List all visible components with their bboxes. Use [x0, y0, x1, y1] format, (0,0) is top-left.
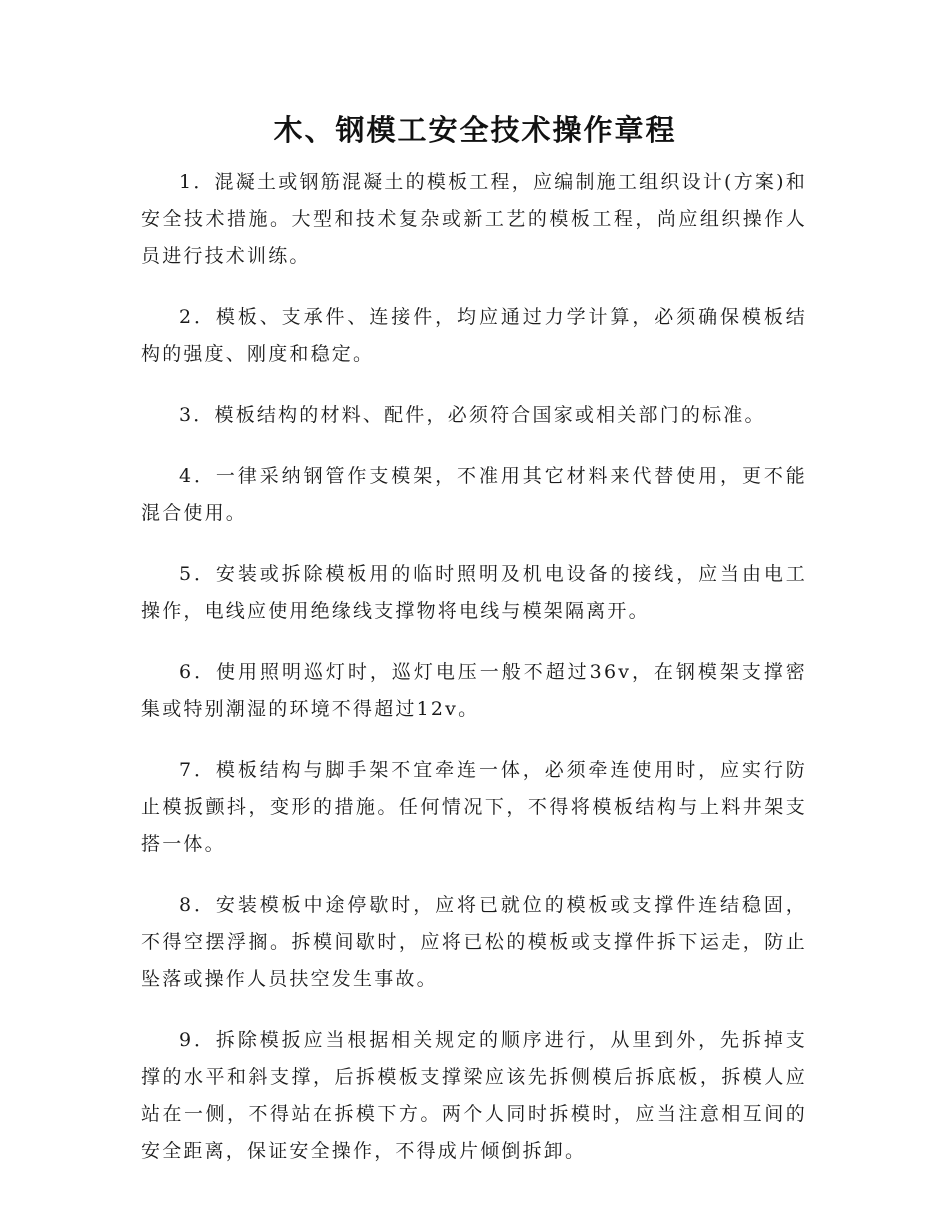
paragraph-6: 6．使用照明巡灯时，巡灯电压一般不超过36v，在钢模架支撑密集或特别潮湿的环境不得超过12v。	[141, 661, 807, 720]
document-body	[141, 164, 807, 1194]
paragraph-4: 4．一律采纳钢管作支模架，不准用其它材料来代替使用，更不能混合使用。	[141, 465, 807, 524]
paragraph-3: 3．模板结构的材料、配件，必须符合国家或相关部门的标准。	[179, 404, 766, 426]
paragraph-1: 1．混凝土或钢筋混凝土的模板工程，应编制施工组织设计(方案)和安全技术措施。大型和技术复杂或新工艺的模板工程，尚应组织操作人员进行技术训练。	[141, 171, 807, 267]
paragraph-8: 8．安装模板中途停歇时，应将已就位的模板或支撑件连结稳固，不得空摆浮搁。拆模间歇时，应将已松的模板或支撑件拆下运走，防止坠落或操作人员扶空发生事故。	[141, 894, 807, 990]
document-title: 木、钢模工安全技术操作章程	[273, 113, 677, 147]
paragraph-2: 2．模板、支承件、连接件，均应通过力学计算，必须确保模板结构的强度、刚度和稳定。	[141, 306, 807, 365]
paragraph-9: 9．拆除模扳应当根据相关规定的顺序进行，从里到外，先拆掉支撑的水平和斜支撑，后拆模板支撑梁应该先拆侧模后拆底板，拆模人应站在一侧，不得站在拆模下方。两个人同时拆模时，应当注意相互间的安全距离，保证安全操作，不得成片倾倒拆卸。	[141, 1029, 807, 1162]
paragraph-5: 5．安装或拆除模板用的临时照明及机电设备的接线，应当由电工操作，电线应使用绝缘线支撑物将电线与模架隔离开。	[141, 563, 807, 622]
paragraph-7: 7．模板结构与脚手架不宜牵连一体，必须牵连使用时，应实行防止模扳颤抖，变形的措施。任何情况下，不得将模板结构与上料井架支搭一体。	[141, 759, 807, 855]
